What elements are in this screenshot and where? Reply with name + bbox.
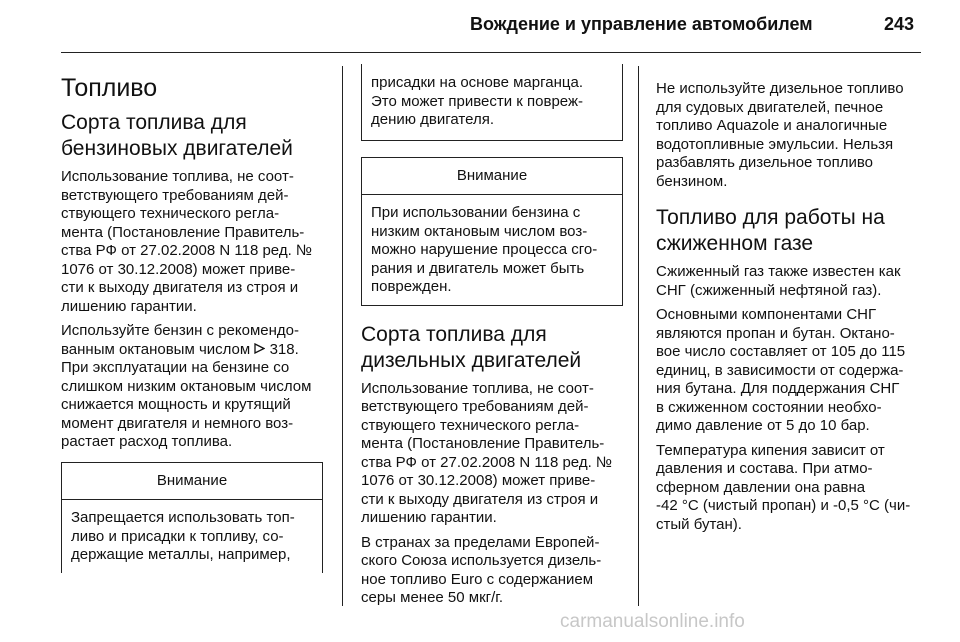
text-line: сферном давлении она равна [656,478,866,496]
text-line: ное топливо Euro с содержанием [361,570,594,588]
text-line: ства РФ от 27.02.2008 N 118 ред. № [61,242,312,259]
text-line: сти к выходу двигателя из строя и [361,490,599,508]
text-line: ния бутана. Для поддержания СНГ [656,380,900,397]
text-line: рания и двигатель может быть [371,259,585,277]
subsection-title-petrol [61,110,323,162]
text-line: ливо и присадки к топливу, со- [71,527,284,545]
text-line: ствующего технического регла- [61,205,280,222]
text-line: водотопливные эмульсии. Нельзя [656,135,894,153]
text-line: являются пропан и бутан. Октано- [656,324,895,342]
text-line: единиц, в зависимости от содержа- [656,361,904,379]
column-divider-2 [638,66,639,606]
text-line: топливо Aquazole и аналогичные [656,117,888,134]
text-line: дению двигателя. [371,111,495,128]
reference-arrow-icon[interactable] [254,341,265,358]
warning-title: Внимание [362,158,622,196]
watermark: carmanualsonline.info [560,611,745,632]
text-line: слишком низким октановым числом [61,377,312,395]
subsection-title-lpg [656,205,924,257]
text-line: в сжиженном состоянии необхо- [656,398,882,416]
paragraph-octane [61,322,323,452]
text-line: серы менее 50 мкг/г. [361,589,504,606]
text-line: Температура кипения зависит от [656,441,885,459]
text-line: Используйте бензин с рекомендо- [61,322,299,339]
text-line: мента (Постановление Правитель- [61,223,305,241]
text-line: стый бутан). [656,515,742,533]
heading-line: бензиновых двигателей [61,137,293,160]
page-number: 243 [884,14,915,34]
column-2 [361,66,623,614]
paragraph-lpg-boiling [656,442,924,535]
text-line: держащие металлы, например, [71,546,291,563]
warning-box-metals [61,462,323,573]
paragraph-petrol-regulation [61,168,323,316]
text-line: 1076 от 30.12.2008) может приве- [61,260,296,278]
text-line: ванным октановым числом [61,340,251,358]
text-line: низким октановым числом воз- [371,222,588,240]
page-header-title: Вождение и управление автомобилем [470,14,813,34]
text-line: Основными компонентами СНГ [656,306,877,323]
text-line: Использование топлива, не соот- [361,379,594,397]
paragraph-diesel-regulation [361,380,623,528]
text-line: бензином. [656,172,728,190]
text-line: для судовых двигателей, печное [656,98,884,116]
column-3 [656,80,924,540]
text-line: присадки на основе марганца. [371,74,583,91]
text-line: ветствующего требованиям дей- [361,398,589,415]
paragraph-euro-diesel [361,534,623,608]
text-line: сти к выходу двигателя из строя и [61,279,299,296]
text-line: -42 °C (чистый пропан) и -0,5 °C (чи- [656,497,911,514]
warning-body [362,195,622,305]
heading-line: Топливо для работы на [656,206,885,229]
text-line: ветствующего требованиям дей- [61,186,289,204]
text-line: можно нарушение процесса сго- [371,241,598,258]
heading-line: дизельных двигателей [361,348,582,372]
text-line: Не используйте дизельное топливо [656,80,904,97]
text-line: 1076 от 30.12.2008) может приве- [361,472,596,489]
text-line: поврежден. [371,278,452,295]
text-line: ства РФ от 27.02.2008 N 118 ред. № [361,453,612,471]
text-line: ского Союза используется дизель- [361,552,602,569]
text-line: лишению гарантии. [361,509,497,526]
warning-body [62,500,322,573]
warning-box-continued [361,64,623,141]
text-line: димо давление от 5 до 10 бар. [656,417,870,434]
paragraph-lpg-name [656,263,924,300]
text-line: При использовании бензина с [371,204,581,221]
text-line: Использование топлива, не соот- [61,168,294,185]
text-line: Сжиженный газ также известен как [656,263,901,280]
subsection-title-diesel [361,322,623,374]
text-line: СНГ (сжиженный нефтяной газ). [656,281,882,299]
text-line: момент двигателя и немного воз- [61,414,294,432]
text-line: мента (Постановление Правитель- [361,435,605,452]
text-line: снижается мощность и крутящий [61,396,291,413]
text-line: ствующего технического регла- [361,416,580,434]
heading-line: Сорта топлива для [61,111,247,134]
text-line: растает расход топлива. [61,433,233,450]
text-line: разбавлять дизельное топливо [656,154,873,171]
paragraph-marine-diesel [656,80,924,191]
heading-line: Сорта топлива для [361,322,547,346]
text-line: давления и состава. При атмо- [656,460,873,477]
text-line: При эксплуатации на бензине со [61,359,290,376]
paragraph-lpg-components [656,306,924,436]
warning-title: Внимание [62,463,322,501]
heading-line: сжиженном газе [656,232,814,255]
section-title-fuel: Топливо [61,74,158,102]
text-line: Это может привести к повреж- [371,92,584,110]
text-line: В странах за пределами Европей- [361,533,600,551]
text-line: вое число составляет от 105 до 115 [656,343,906,360]
text-line: лишению гарантии. [61,297,197,315]
column-1 [61,66,323,573]
warning-box-octane [361,157,623,306]
page-reference-link[interactable]: 318. [269,340,299,358]
column-divider-1 [342,66,343,606]
text-line: Запрещается использовать топ- [71,509,295,526]
header-divider [61,52,921,53]
